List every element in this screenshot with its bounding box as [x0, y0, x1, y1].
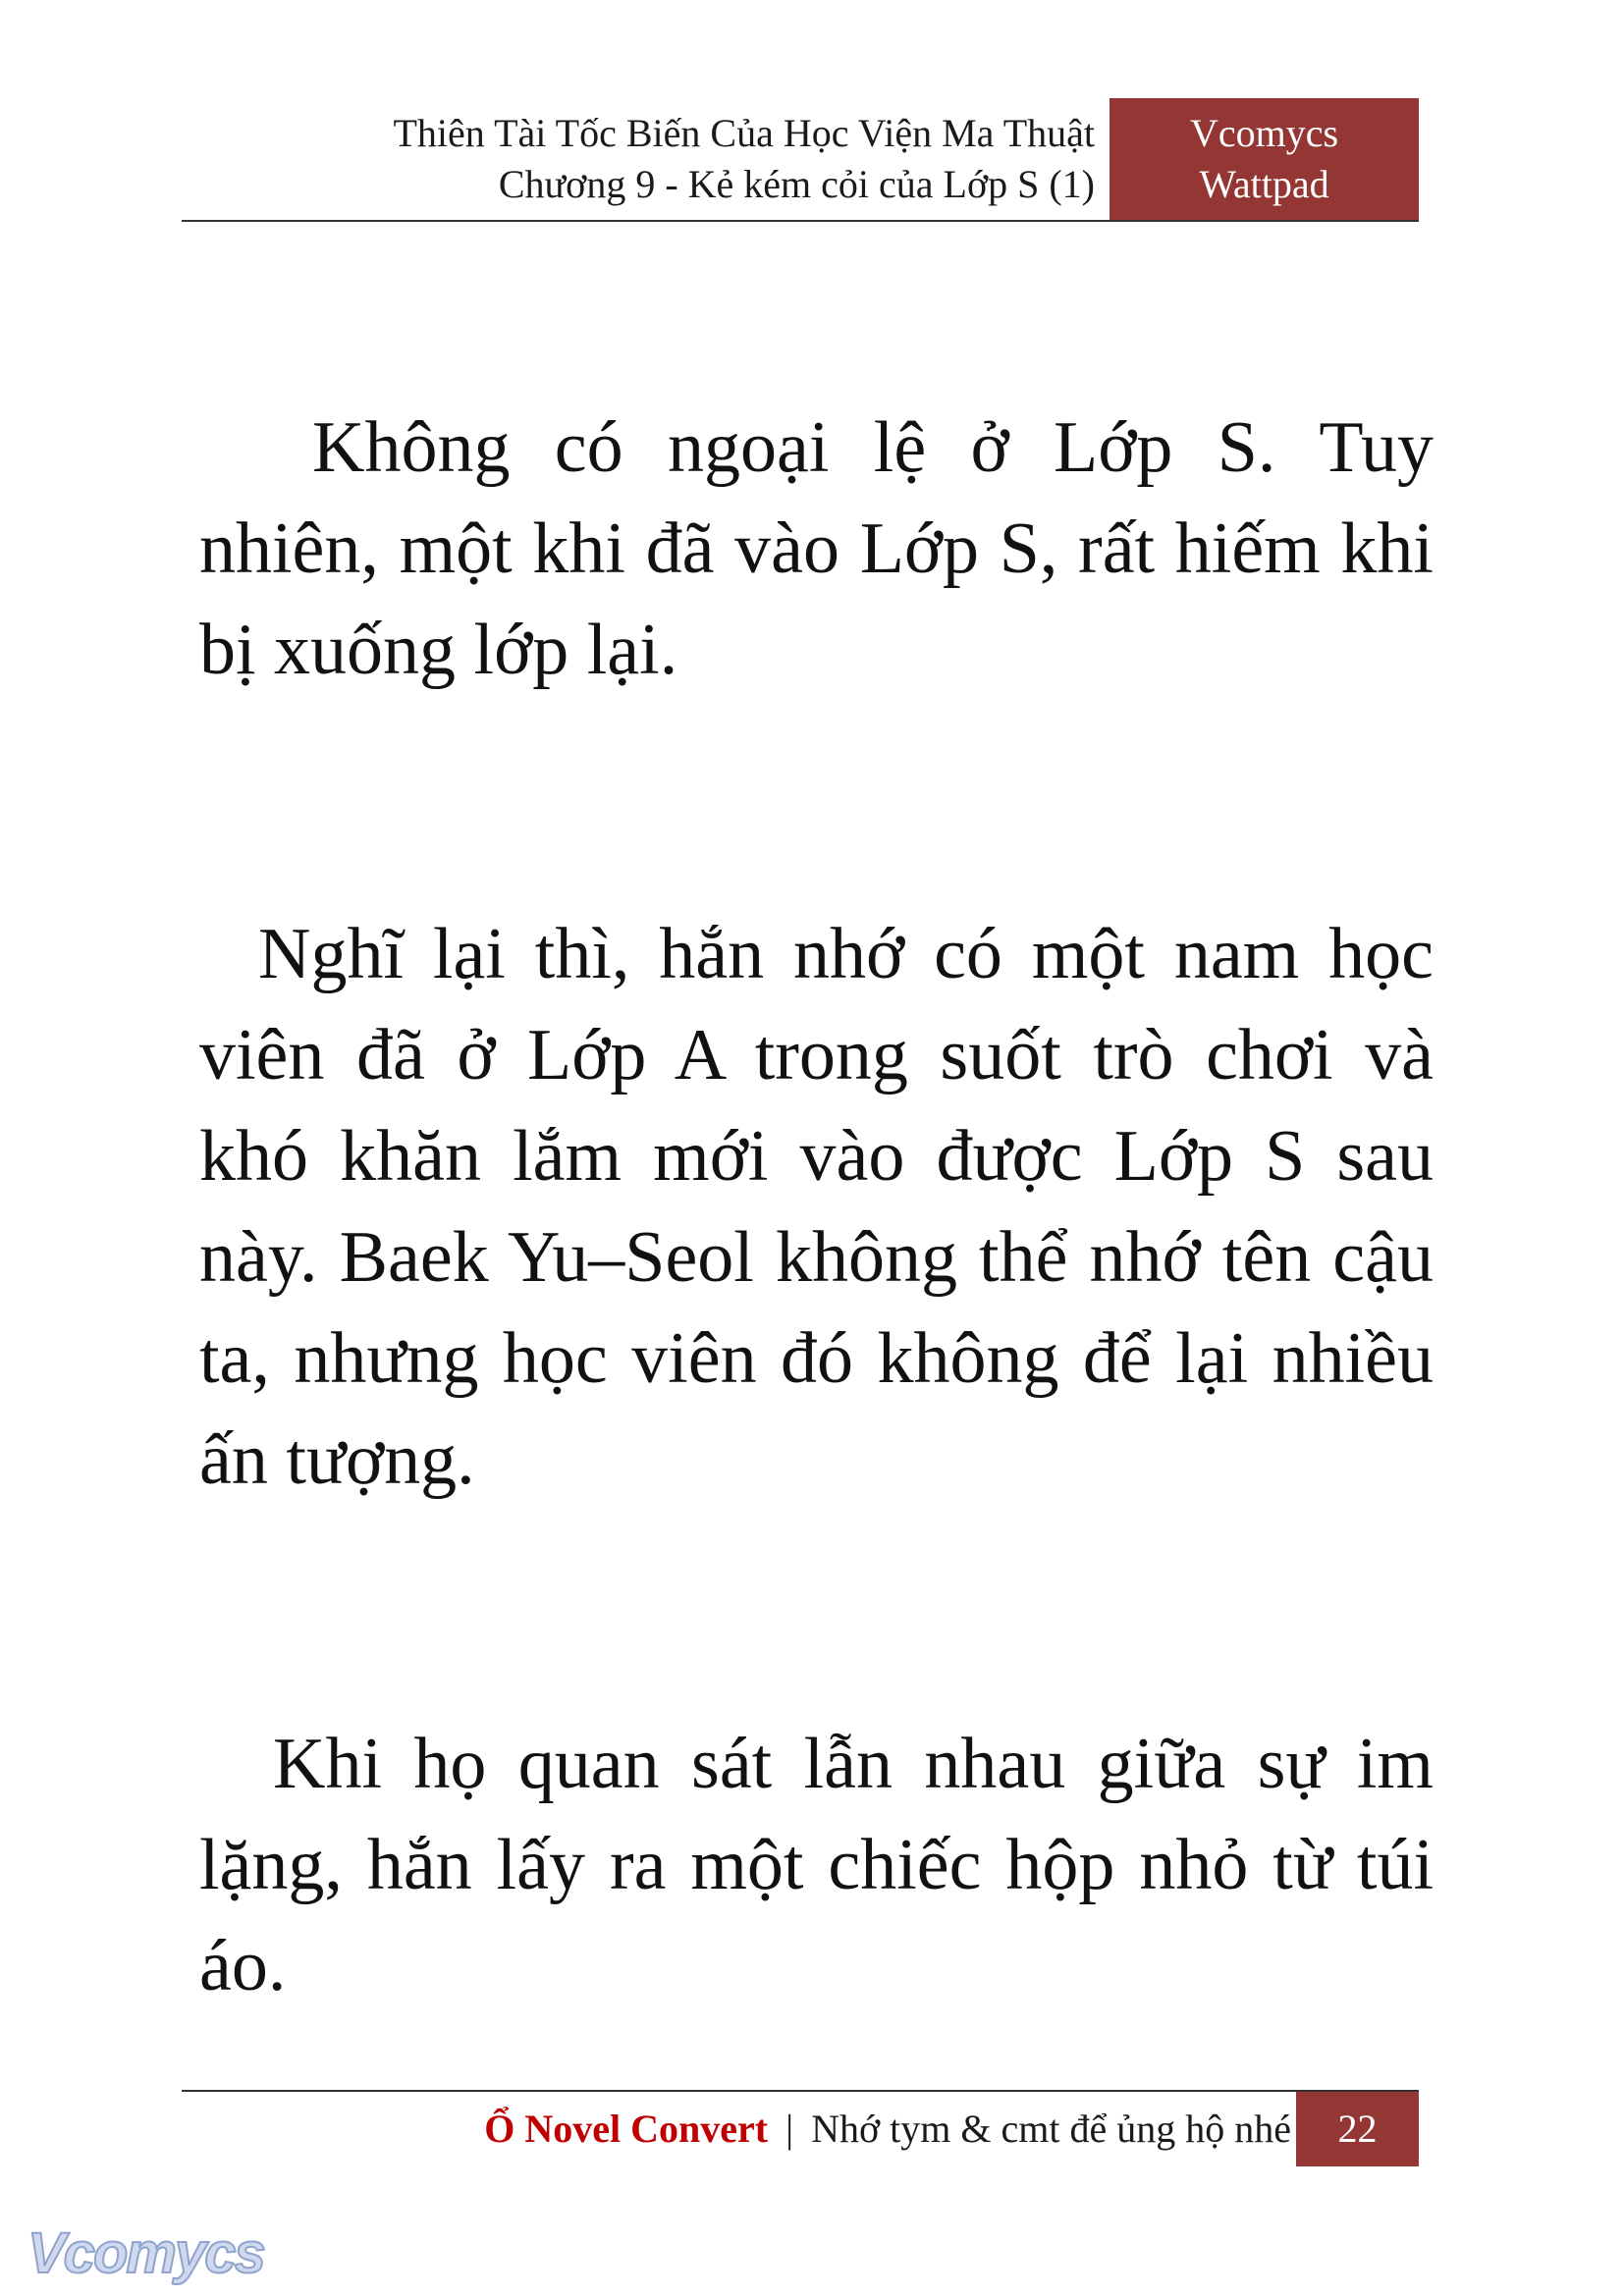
vcomycs-watermark-logo: Vcomycs	[27, 2221, 264, 2285]
book-title: Thiên Tài Tốc Biến Của Học Viện Ma Thuật	[393, 111, 1095, 155]
page-number: 22	[1296, 2092, 1419, 2166]
badge-line-wattpad: Wattpad	[1199, 162, 1329, 206]
paragraph: Khi họ quan sát lẫn nhau giữa sự im lặng, hắn lấy ra một chiếc hộp nhỏ từ túi áo.	[199, 1724, 1434, 2006]
header-titles	[394, 108, 1096, 210]
page-footer	[182, 2090, 1419, 2166]
footer-text	[484, 2102, 1291, 2157]
footer-message: Nhớ tym & cmt để ủng hộ nhé	[811, 2107, 1291, 2151]
footer-brand: Ổ Novel Convert	[484, 2107, 769, 2151]
paragraph: Không có ngoại lệ ở Lớp S. Tuy nhiên, một khi đã vào Lớp S, rất hiếm khi bị xuống lớp lại.	[199, 407, 1434, 690]
paragraph: Nghĩ lại thì, hắn nhớ có một nam học viên đã ở Lớp A trong suốt trò chơi và khó khăn lắm mới vào được Lớp S sau này. Baek Yu–Seol không thể nhớ tên cậu ta, nhưng học viên đó không để lại nhiều ấn tượng.	[199, 914, 1434, 1500]
page-header	[182, 98, 1419, 222]
chapter-body	[199, 398, 1434, 2220]
badge-line-vcomycs: Vcomycs	[1189, 111, 1339, 155]
chapter-title: Chương 9 - Kẻ kém cỏi của Lớp S (1)	[498, 162, 1095, 206]
footer-separator: |	[785, 2107, 794, 2151]
source-badge	[1110, 98, 1419, 220]
